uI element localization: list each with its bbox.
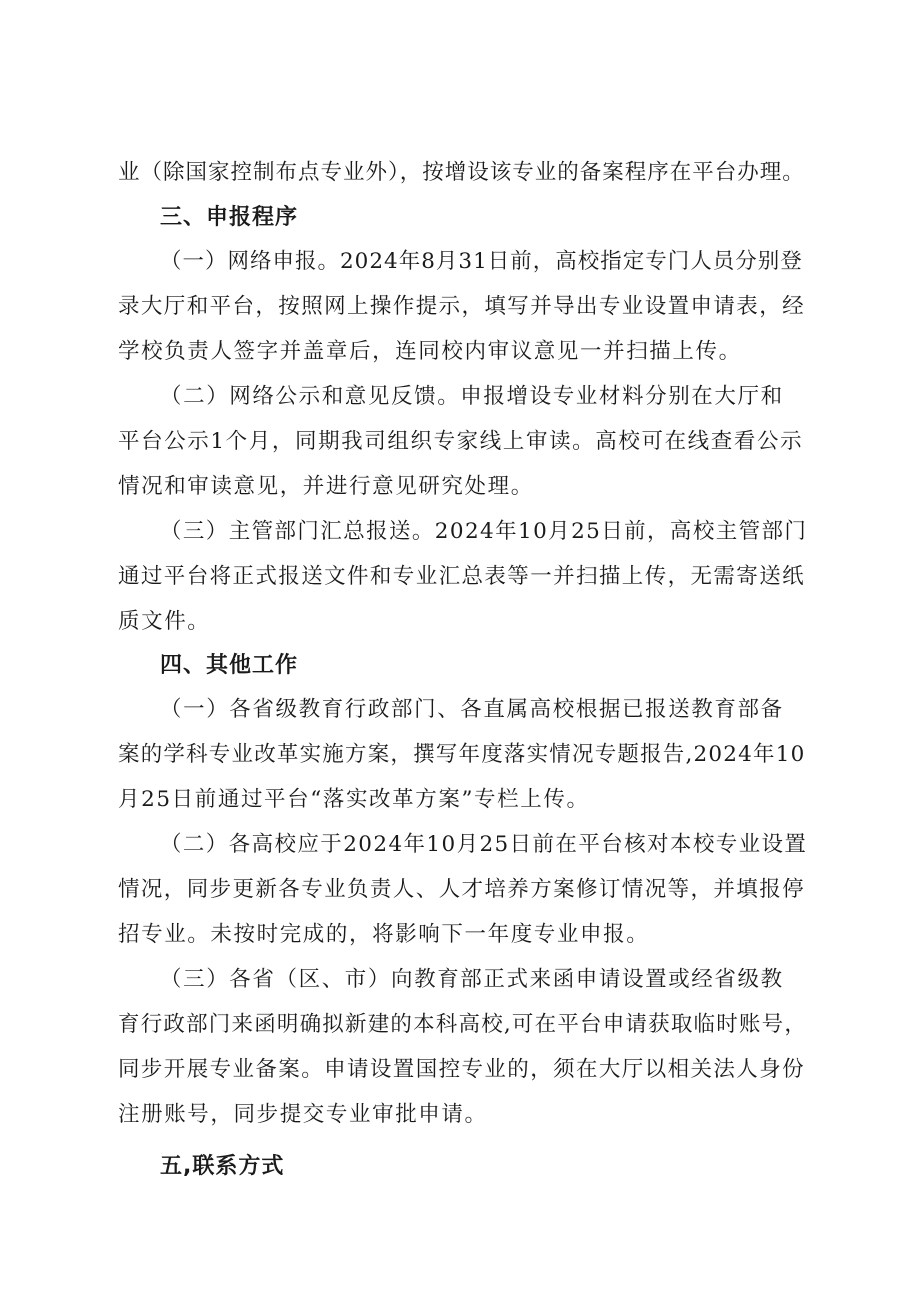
paragraph-line: （二）各高校应于2024年10月25日前在平台核对本校专业设置 [160, 832, 808, 857]
paragraph-line: （一）各省级教育行政部门、各直属高校根据已报送教育部备 [160, 697, 784, 722]
section-heading-other-work: 四、其他工作 [160, 653, 299, 678]
paragraph-line: 录大厅和平台，按照网上操作提示，填写并导出专业设置申请表，经 [118, 294, 806, 319]
paragraph-line: 案的学科专业改革实施方案，撰写年度落实情况专题报告,2024年10 [118, 742, 806, 767]
paragraph-line: 注册账号，同步提交专业审批申请。 [118, 1102, 488, 1127]
paragraph-line: （三）各省（区、市）向教育部正式来函申请设置或经省级教 [160, 967, 784, 992]
paragraph-line: （三）主管部门汇总报送。2024年10月25日前，高校主管部门 [160, 519, 808, 544]
paragraph-line: 质文件。 [118, 609, 211, 634]
paragraph-line: 情况和审读意见，并进行意见研究处理。 [118, 474, 534, 499]
intro-line: 业（除国家控制布点专业外），按增设该专业的备案程序在平台办理。 [118, 160, 805, 185]
paragraph-line: 招专业。未按时完成的，将影响下一年度专业申报。 [118, 922, 650, 947]
paragraph-line: 情况，同步更新各专业负责人、人才培养方案修订情况等，并填报停 [118, 877, 806, 902]
paragraph-line: 同步开展专业备案。申请设置国控专业的，须在大厅以相关法人身份 [118, 1057, 806, 1082]
paragraph-line: （二）网络公示和意见反馈。申报增设专业材料分别在大厅和 [160, 384, 784, 409]
paragraph-line: 平台公示1个月，同期我司组织专家线上审读。高校可在线查看公示 [118, 429, 804, 454]
paragraph-line: （一）网络申报。2024年8月31日前，高校指定专门人员分别登 [160, 249, 803, 274]
section-heading-contact-info: 五,联系方式 [160, 1154, 285, 1179]
paragraph-line: 通过平台将正式报送文件和专业汇总表等一并扫描上传，无需寄送纸 [118, 564, 806, 589]
section-heading-application-procedure: 三、申报程序 [160, 205, 299, 230]
paragraph-line: 学校负责人签字并盖章后，连同校内审议意见一并扫描上传。 [118, 339, 742, 364]
paragraph-line: 育行政部门来函明确拟新建的本科高校,可在平台申请获取临时账号， [118, 1012, 808, 1037]
paragraph-line: 月25日前通过平台“落实改革方案”专栏上传。 [118, 787, 590, 812]
